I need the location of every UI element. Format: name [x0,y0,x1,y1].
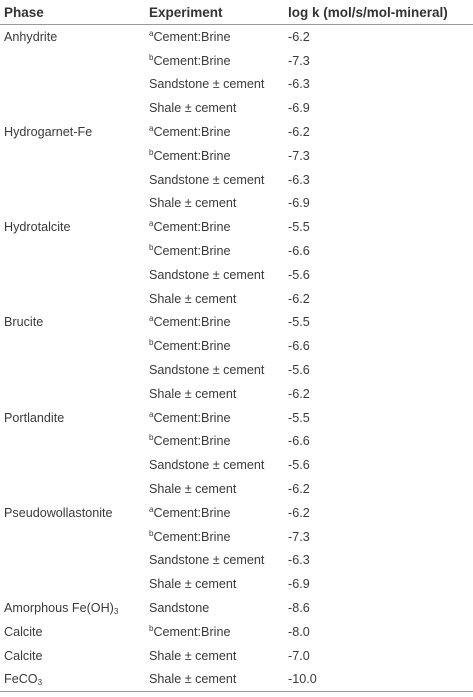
experiment-cell [145,525,284,549]
phase-name: Amorphous Fe(OH) [4,601,114,616]
phase-name: FeCO [4,672,38,687]
footnote-marker: b [149,52,154,62]
phase-cell [0,430,145,454]
table-row [0,477,473,501]
log-k-value: -7.3 [288,148,310,163]
phase-cell [0,311,145,335]
table-row [0,525,473,549]
footnote-marker: a [149,219,154,229]
experiment-cell [145,334,284,358]
table-row [0,406,473,430]
phase-name: Anhydrite [4,29,58,44]
phase-cell [0,96,145,120]
experiment-name: Shale ± cement [149,196,237,211]
footnote-marker: b [149,243,154,253]
log-k-value: -6.6 [288,339,310,354]
experiment-cell [145,668,284,692]
log-k-value: -8.0 [288,624,310,639]
table-row [0,572,473,596]
phase-cell [0,49,145,73]
experiment-name: Shale ± cement [149,482,237,497]
experiment-name: Sandstone [149,601,210,616]
table-row [0,311,473,335]
phase-name: Hydrogarnet-Fe [4,125,93,140]
footnote-marker: a [149,124,154,134]
experiment-name: Cement:Brine [153,505,231,520]
experiment-name: Shale ± cement [149,386,237,401]
log-k-value: -6.2 [288,291,310,306]
phase-cell [0,215,145,239]
log-k-value: -6.2 [288,505,310,520]
table-row [0,120,473,144]
table-row [0,49,473,73]
log-k-value: -6.3 [288,77,310,92]
log-k-value: -5.6 [288,458,310,473]
phase-cell [0,25,145,49]
table-row [0,263,473,287]
table-row [0,549,473,573]
phase-name: Hydrotalcite [4,220,71,235]
log-k-value: -6.3 [288,553,310,568]
log-k-value: -7.0 [288,648,310,663]
table-body [0,25,473,692]
phase-cell [0,501,145,525]
phase-subscript: 3 [37,678,43,688]
experiment-cell [145,477,284,501]
table-row [0,215,473,239]
phase-cell [0,192,145,216]
experiment-name: Cement:Brine [153,244,231,259]
phase-name: Pseudowollastonite [4,505,113,520]
header-log-k: log k (mol/s/mol-mineral) [284,0,473,25]
log-k-value: -6.2 [288,29,310,44]
log-k-value: -6.9 [288,577,310,592]
experiment-name: Cement:Brine [153,529,231,544]
phase-name: Portlandite [4,410,65,425]
experiment-name: Sandstone ± cement [149,458,265,473]
log-k-value: -6.9 [288,101,310,116]
table-row [0,334,473,358]
footnote-marker: b [149,338,154,348]
footnote-marker: a [149,28,154,38]
phase-cell [0,644,145,668]
phase-cell [0,549,145,573]
experiment-cell [145,620,284,644]
log-k-value: -5.6 [288,267,310,282]
phase-cell [0,596,145,620]
experiment-name: Cement:Brine [153,148,231,163]
experiment-name: Sandstone ± cement [149,553,265,568]
experiment-name: Cement:Brine [153,434,231,449]
phase-cell [0,453,145,477]
phase-cell [0,168,145,192]
log-k-value: -5.6 [288,363,310,378]
experiment-cell [145,215,284,239]
footnote-marker: a [149,409,154,419]
experiment-cell [145,144,284,168]
experiment-cell [145,25,284,49]
experiment-cell [145,406,284,430]
log-k-value: -5.5 [288,315,310,330]
phase-cell [0,382,145,406]
experiment-cell [145,49,284,73]
log-k-value: -5.5 [288,220,310,235]
phase-cell [0,263,145,287]
table-row [0,668,473,692]
experiment-name: Sandstone ± cement [149,363,265,378]
table-row [0,620,473,644]
log-k-value: -6.9 [288,196,310,211]
footnote-marker: b [149,433,154,443]
phase-name: Calcite [4,648,43,663]
experiment-cell [145,73,284,97]
experiment-name: Cement:Brine [153,53,231,68]
phase-cell [0,334,145,358]
footnote-marker: a [149,314,154,324]
table-row [0,73,473,97]
experiment-cell [145,311,284,335]
log-k-value: -6.2 [288,482,310,497]
table-row [0,596,473,620]
experiment-cell [145,96,284,120]
phase-subscript: 3 [113,607,119,617]
experiment-name: Cement:Brine [153,339,231,354]
experiment-cell [145,549,284,573]
phase-cell [0,239,145,263]
experiment-name: Cement:Brine [153,220,231,235]
experiment-name: Sandstone ± cement [149,77,265,92]
experiment-name: Cement:Brine [153,410,231,425]
experiment-cell [145,192,284,216]
experiment-cell [145,644,284,668]
phase-cell [0,477,145,501]
experiment-name: Sandstone ± cement [149,267,265,282]
experiment-cell [145,358,284,382]
experiment-name: Cement:Brine [153,125,231,140]
experiment-cell [145,120,284,144]
footnote-marker: b [149,147,154,157]
table-row [0,453,473,477]
table-row [0,144,473,168]
table-row [0,287,473,311]
phase-cell [0,144,145,168]
table-row [0,239,473,263]
log-k-value: -6.6 [288,434,310,449]
header-row [0,0,473,25]
log-k-value: -8.6 [288,601,310,616]
log-k-value: -6.2 [288,125,310,140]
table-row [0,168,473,192]
table-row [0,382,473,406]
experiment-name: Shale ± cement [149,101,237,116]
experiment-name: Shale ± cement [149,648,237,663]
experiment-cell [145,453,284,477]
phase-cell [0,358,145,382]
header-phase: Phase [0,0,145,25]
phase-cell [0,525,145,549]
log-k-value: -6.6 [288,244,310,259]
experiment-name: Shale ± cement [149,672,237,687]
phase-cell [0,572,145,596]
table-row [0,192,473,216]
footnote-marker: b [149,623,154,633]
phase-cell [0,287,145,311]
table-row [0,501,473,525]
log-k-value: -5.5 [288,410,310,425]
log-k-value: -6.3 [288,172,310,187]
experiment-cell [145,168,284,192]
phase-name: Brucite [4,315,44,330]
experiment-cell [145,430,284,454]
phase-cell [0,406,145,430]
log-k-value: -7.3 [288,529,310,544]
experiment-name: Sandstone ± cement [149,172,265,187]
phase-cell [0,668,145,692]
phase-name: Calcite [4,624,43,639]
experiment-cell [145,263,284,287]
experiment-cell [145,572,284,596]
footnote-marker: a [149,504,154,514]
experiment-cell [145,382,284,406]
table-row [0,96,473,120]
phase-cell [0,73,145,97]
table-row [0,644,473,668]
experiment-name: Cement:Brine [153,315,231,330]
experiment-name: Shale ± cement [149,291,237,306]
log-k-value: -7.3 [288,53,310,68]
experiment-name: Cement:Brine [153,29,231,44]
experiment-cell [145,239,284,263]
log-k-value: -10.0 [284,668,473,692]
table-row [0,358,473,382]
experiment-cell [145,596,284,620]
log-k-value: -6.2 [288,386,310,401]
experiment-cell [145,501,284,525]
experiment-name: Cement:Brine [153,624,231,639]
experiment-name: Shale ± cement [149,577,237,592]
table-row [0,430,473,454]
table-row [0,25,473,49]
phase-cell [0,620,145,644]
experiment-cell [145,287,284,311]
footnote-marker: b [149,528,154,538]
header-experiment: Experiment [145,0,284,25]
phase-cell [0,120,145,144]
